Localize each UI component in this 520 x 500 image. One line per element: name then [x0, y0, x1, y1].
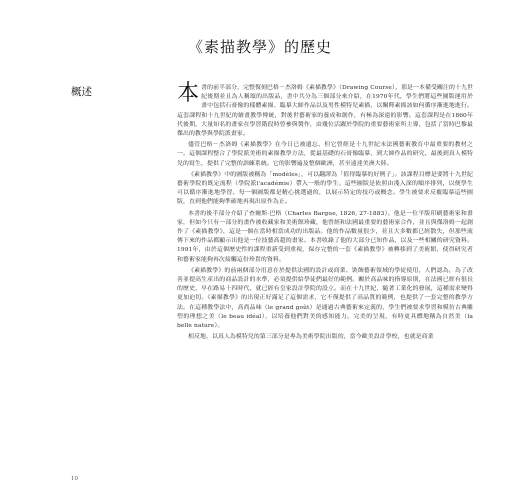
paragraph-3: 《素描教學》中的圖版被稱為「modèles」，可以翻譯為「值得臨摹的好例子」。該課程目標是要將十九世紀藝術學院的既定流程（學院派l'académie）帶入一般的學生。這些圖版是依照由淺入深的順序排列，以便學生可以循序漸進地學習。每一個圖版都是精心挑選過的，以展示特定的技巧或概念。學生被要求反覆臨摹這些圖版，直到他們能夠準確地再現出原作為止。 [177, 171, 473, 206]
paragraph-6: 相反地，以真人為模特兒的第三部分是專為美術學院出版的，當今歐美設計學校，也就是商業 [188, 334, 434, 341]
paragraph-5: 《素描教學》的前兩個部分用意在於提供法國的設計或商業、裝飾藝術領域的學徒使用，人們認為，為了改善並提高生產出的商品設計的水準，必須提供給學徒們最好的範例。關於高品味的指導原則，在法國已經有很長的歷史，早在路易十四時代，就已經有皇家設計學院的設立。而在十九世紀，隨著工業化的發展，這種需求變得更加迫切。《素描教學》的出現正好滿足了這個需求，它不僅提供了高品質的範例，也提供了一套完整的教學方法。在這種教學法中，高尚品味（le grand goût）是通過古典藝術來定義的，學生們被要求學習和模仿古典雕塑的理想之美（le beau idéal），以培養他們對美的感知能力。完美的呈現，有時更具體地稱為自然美（la belle nature）。 [177, 267, 473, 330]
drop-cap: 本 [177, 81, 200, 106]
paragraph-4: 本書的後半部分介紹了查爾斯·巴格（Charles Bargue, 1826, 27-1883）。他是一位平版印刷藝術家和畫家，但如今只有一部分的畫作被收藏家和美術館珍藏，他曾經和法國最重要的藝術家合作，並且與傑洛姆一起創作了《素描教學》，這是一個在當時相當成功的出版品。他的作品數量很少，並且大多數都已經散失，但那些流傳下來的作品都顯示出他是一位技藝高超的畫家。本書收錄了他的大部分已知作品，以及一些相關的研究資料。1991年，由於這個歷史性的課程重新受到重視，保存完整的一套《素描教學》被轉移到了美術館，使得研究者和藝術家能夠再次接觸這份珍貴的資料。 [177, 210, 473, 263]
paragraph-1 [177, 81, 473, 139]
section-heading: 概述 [71, 86, 92, 98]
paragraph-2: 儘管巴格－杰洛姆《素描教學》在今日已被遺忘，但它曾經是十九世紀末法國藝術教育中最重要的教材之一。這個課程整合了學院派美術的素描教學方法，從最基礎的石膏像臨摹，到大師作品的研究，最後到真人模特兒的寫生，提供了完整的訓練系統。它的影響遍及整個歐洲，甚至遠達美洲大陸。 [177, 142, 473, 167]
page-number: 10 [71, 476, 78, 482]
body-text [177, 81, 473, 344]
paragraph-1-text: 書的前半部分，完整復刻巴格－杰洛姆《素描教學》（Drawing Course），那是一本備受關注的十九世紀後期並且為人稱頌的出版品，書中共分為三個部分來介紹，在1970年代，學生們將這些圖版運用於畫中包括石膏像的樣體素描、臨摹大師作品以及男性模特兒素描，以闡釋素描該如何循序漸進地進行。這套課程和十九世紀的繪畫教學傳統，對後世藝術家的養成和創作，有極為深遠的影響。這套課程是在1860年代後期，大量知名的畫家在學習階段時曾參與製作，由幾位活躍於學院的重要藝術家所主導，包括了當時巴黎最傑出的教學與學院派畫家。 [177, 85, 473, 138]
page-title: 《素描教學》的歷史 [187, 38, 332, 56]
